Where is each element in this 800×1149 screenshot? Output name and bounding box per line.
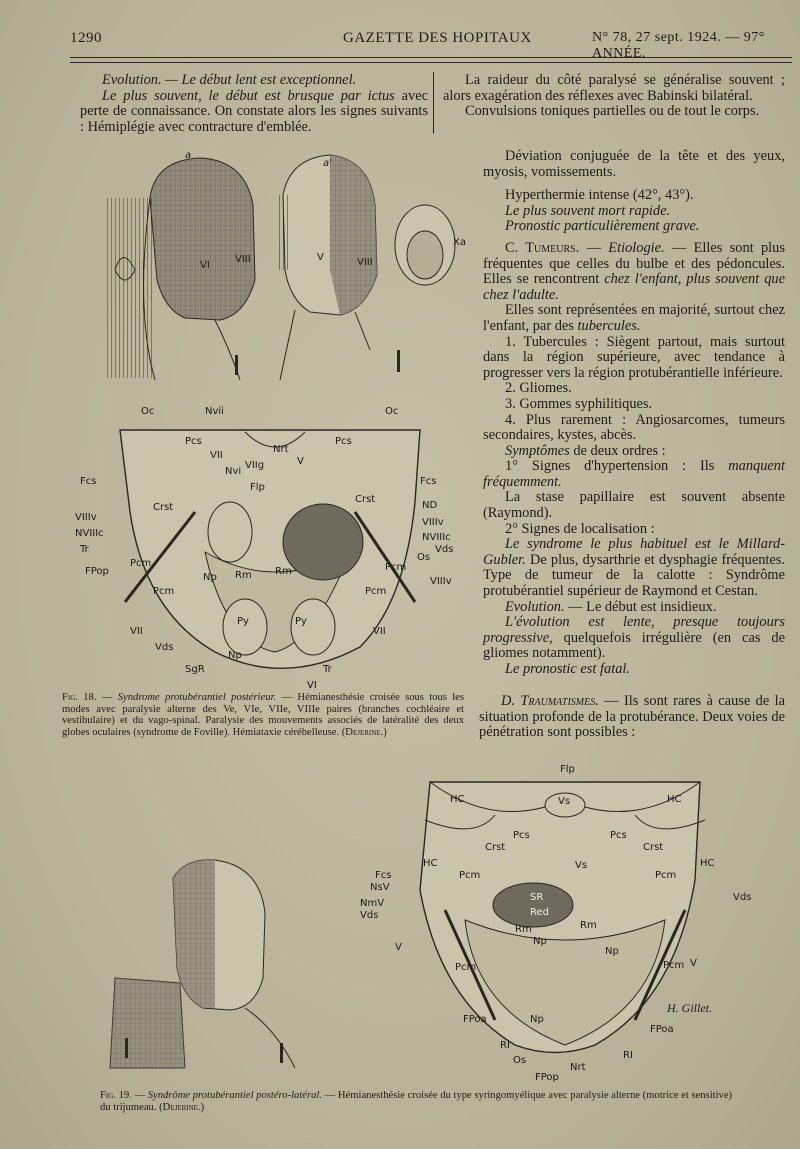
fig18-label: Pcs (185, 436, 202, 447)
heading-tumeurs: C. Tumeurs. (505, 239, 580, 256)
manquent-text: manquent fréquemment. (483, 458, 785, 490)
left-intro (80, 73, 428, 135)
fig18-pons-section (75, 402, 465, 691)
traumatismes-block (479, 694, 785, 741)
fig18-label: Tr (323, 664, 332, 675)
fig19-label: Pcs (610, 830, 627, 841)
lente-text: L'évolution est lente, presque toujours progressive, (483, 614, 785, 646)
header-rule (70, 57, 792, 58)
fig18-title: Syndrome protubérantiel postérieur. (117, 692, 277, 703)
fig19-label: Fcs (375, 870, 392, 881)
fig19-label: HC (700, 858, 715, 869)
fig18-label: Xa (453, 237, 466, 248)
para-mort: Le plus souvent mort rapide. (505, 202, 671, 219)
issue-info: N° 78, 27 sept. 1924. — 97° ANNÉE. (592, 30, 765, 61)
fig19-label: Os (513, 1055, 527, 1066)
fig18-label: VII (210, 450, 223, 461)
para-pronostic: Pronostic particulièrement grave. (505, 218, 700, 235)
para-localisation: 2° Signes de localisation : (505, 520, 655, 537)
fig18-text: — Hémianesthésie croisée sous tous les modes avec paralysie alterne des Ve, VIe, VIIe, VIIIe paires (branches cochléaire et vestibulaire) et du vago-spinal. Paralysie des mouvements associés de latéralité des deux globes oculaires (syndrome de Foville). Hémiataxie cérébelleuse. (62, 692, 464, 738)
fig18-label: Fcs (80, 476, 97, 487)
fig19-label: Crst (485, 842, 506, 853)
para-deviation: Déviation conjuguée de la tête et des yeux, myosis, vomissements. (483, 148, 785, 180)
fig19-label: V (690, 958, 697, 969)
fig19-label: FPoa (463, 1014, 487, 1025)
fig18-label: VIIg (245, 460, 265, 471)
fig18-label: Vds (155, 642, 174, 653)
symptomes-word: Symptômes (505, 442, 570, 459)
fig18-label: Nrt (273, 444, 289, 455)
fig18-label: VIII (235, 254, 251, 265)
fig18-label: VI (307, 680, 317, 691)
fig18-label: VIIIv (430, 576, 452, 587)
fig18-label: V (317, 252, 324, 263)
fig18-heads (95, 150, 475, 390)
traumatismes-text: — Ils sont rares à cause de la situation profonde de la protubérance. Deux voies de pénétration sont possibles : (479, 693, 785, 741)
fig18-label: Oc (141, 406, 155, 417)
fig19-label: Pcm (655, 870, 677, 881)
fig19-label: Pcs (513, 830, 530, 841)
journal-title: GAZETTE DES HOPITAUX (343, 30, 532, 46)
fig18-label: VIIIv (422, 517, 444, 528)
fig18-label: Rm (235, 570, 252, 581)
para-symptomes (483, 444, 785, 460)
fig18-label: VIIIv (75, 512, 97, 523)
fig18-label: SgR (185, 664, 205, 675)
gliomes-note: quelquefois irrégulière (en cas de gliomes notamment). (483, 629, 785, 662)
fig18-label: Tr (80, 544, 89, 555)
fig19-label: Vs (558, 796, 571, 807)
right-column-top (443, 73, 785, 120)
fig19-label: Np (533, 936, 547, 947)
symptomes-text: de deux ordres : (569, 442, 666, 459)
fig18-number: Fig. 18. (62, 692, 97, 703)
para-gliomes: 2. Gliomes. (505, 380, 572, 397)
para-hyperthermie: Hyperthermie intense (42°, 43°). (505, 187, 694, 204)
fig19-caption: Fig. 19. — Syndrôme protubérantiel postéro-latéral. — Hémianesthésie croisée du type syringomyélique avec paralysie alterne (motrice et sensitive) du trijumeau. (Dejerine.) (100, 1090, 733, 1113)
para-evolution (483, 600, 785, 616)
dash: — (579, 239, 609, 256)
fig18-label: Pcm (365, 586, 387, 597)
fig19-label: NmV (360, 898, 385, 909)
fig18-label: Rm (275, 566, 292, 577)
fig18-label: NVIIIc (422, 532, 451, 543)
fig19-label: Flp (560, 764, 575, 775)
fig18-label: Fcs (420, 476, 437, 487)
fig18-label: Nvii (205, 406, 224, 417)
para-raideur: La raideur du côté paralysé se généralise souvent ; alors exagération des réflexes avec Babinski bilatéral. (443, 72, 785, 104)
fig18-label: Crst (153, 502, 174, 513)
fig18-label: Py (295, 616, 307, 627)
fig18-label-a: a (185, 150, 192, 161)
fig18-caption: Fig. 18. — Syndrome protubérantiel postérieur. — Hémianesthésie croisée sous tous les modes avec paralysie alterne des Ve, VIe, VIIe, VIIIe paires (branches cochléaire et vestibulaire) et du vago-spinal. Paralysie des mouvements associés de latéralité des deux globes oculaires (syndrome de Foville). Hémiataxie cérébelleuse. (Dejerine.) (62, 692, 464, 738)
fig18-label: Np (203, 572, 217, 583)
para-fatal: Le pronostic est fatal. (505, 661, 630, 677)
fig19-label: Vs (575, 860, 588, 871)
fig18-label: Crst (355, 494, 376, 505)
fig18-label: ND (422, 500, 438, 511)
fig19-label: Pcm (455, 962, 477, 973)
fig18-label: Pcm (130, 558, 152, 569)
tubercules-word: tubercules. (577, 317, 641, 334)
fig19-label: Rm (580, 920, 597, 931)
fig18-label: Py (237, 616, 249, 627)
fig19-label: SR (530, 892, 544, 903)
para-stase: La stase papillaire est souvent absente (Raymond). (483, 489, 785, 522)
fig19-label: RI (500, 1040, 510, 1051)
evolution-line: Evolution. — Le début lent est exceptionnel. (102, 72, 357, 88)
syndrome-text: De plus, dysarthrie et dysphagie fréquentes. Type de tumeur de la calotte : Syndrôme protubérantiel supérieur de Raymond et Cestan. (483, 551, 785, 600)
right-column (483, 149, 785, 678)
para-gommes: 3. Gommes syphilitiques. (505, 395, 653, 412)
para-representees (483, 303, 785, 334)
heading-traumatismes: D. Traumatismes. (501, 693, 599, 709)
fig18-label: Flp (250, 482, 265, 493)
fig18-label-a2: a' (323, 158, 332, 169)
fig19-label: HC (423, 858, 438, 869)
para-tumeurs (483, 241, 785, 303)
fig18-label: VI (200, 260, 210, 271)
fig18-label: VII (373, 626, 386, 637)
fig19-pons-section (355, 760, 775, 1082)
fig19-label: FPop (535, 1072, 559, 1083)
para-tubercules: 1. Tubercules : Siègent partout, mais surtout dans la région supérieure, avec tendance à progresser vers la région protubérantielle inférieure. (483, 333, 785, 381)
fig19-author: (Dejerine.) (159, 1101, 205, 1113)
fig19-label: RI (623, 1050, 633, 1061)
fig19-label: V (395, 942, 402, 953)
fig19-title: Syndrôme protubérantiel postéro-latéral. (147, 1090, 323, 1101)
fig18-label: VII (130, 626, 143, 637)
fig18-label: Pcs (335, 436, 352, 447)
fig19-number: Fig. 19. (100, 1090, 132, 1101)
fig19-text: — Hémianesthésie croisée du type syringomyélique avec paralysie alterne (motrice et sensitive) du trijumeau. (100, 1090, 733, 1113)
fig19-label: NsV (370, 882, 390, 893)
page-number: 1290 (70, 30, 102, 46)
fig18-label: Os (417, 552, 431, 563)
tumeurs-text: — Elles sont plus fréquentes que celles du bulbe et des pédoncules. Elles se rencontrent (483, 239, 785, 288)
para-rarement: 4. Plus rarement : Angiosarcomes, tumeurs secondaires, kystes, abcès. (483, 411, 785, 444)
evolution-text: — Le début est insidieux. (564, 598, 717, 615)
fig18-label: Pcm (153, 586, 175, 597)
fig19-label: Pcm (459, 870, 481, 881)
etiologie: Etiologie. (608, 239, 665, 256)
signes-text: avec perte de connaissance. On constate alors les signes suivants : Hémiplégie avec contracture d'emblée. (80, 87, 428, 135)
para-syndrome (483, 537, 785, 599)
fig18-label: FPop (85, 566, 109, 577)
fig19-label: HC (667, 794, 682, 805)
fig19-label: Vds (733, 892, 752, 903)
para-convulsions: Convulsions toniques partielles ou de tout le corps. (465, 103, 760, 120)
fig19-signature: H. Gillet. (667, 1001, 712, 1015)
debut-brusque: Le plus souvent, le début est brusque par ictus (102, 87, 395, 104)
tumeurs-enfant: chez l'enfant, plus souvent que chez l'adulte. (483, 271, 785, 303)
fig19-label: HC (450, 794, 465, 805)
fig18-label: Oc (385, 406, 399, 417)
fig18-label: Vds (435, 544, 454, 555)
header-rule-2 (70, 62, 792, 63)
fig18-label: Nvi (225, 466, 242, 477)
fig19-label: Rm (515, 924, 532, 935)
fig19-label: Vds (360, 910, 379, 921)
millard-gubler: Le syndrome le plus habituel est le Millard-Gubler. (483, 536, 785, 568)
fig18-label: V (297, 456, 304, 467)
fig19-head (95, 858, 315, 1078)
evolution-word: Evolution. (505, 598, 565, 615)
fig18-label: Pcm (385, 562, 407, 573)
fig18-label: VIII (357, 257, 373, 268)
fig19-label: Np (530, 1014, 544, 1025)
fig19-label: Red (530, 907, 549, 918)
representees-text: Elles sont représentées en majorité, surtout chez l'enfant, par des (483, 302, 785, 334)
fig18-label: Np (228, 650, 242, 661)
fig19-label: Np (605, 946, 619, 957)
fig19-label: Pcm (663, 960, 685, 971)
fig18-author: (Dejerine.) (341, 726, 387, 738)
fig19-label: FPoa (650, 1024, 674, 1035)
fig19-label: Nrt (570, 1062, 586, 1073)
hypertension-text: 1° Signes d'hypertension : Ils (505, 458, 729, 475)
para-lente (483, 615, 785, 662)
fig18-label: NVIIIc (75, 528, 104, 539)
para-hypertension (483, 459, 785, 490)
column-divider (433, 72, 434, 134)
fig19-label: Crst (643, 842, 664, 853)
